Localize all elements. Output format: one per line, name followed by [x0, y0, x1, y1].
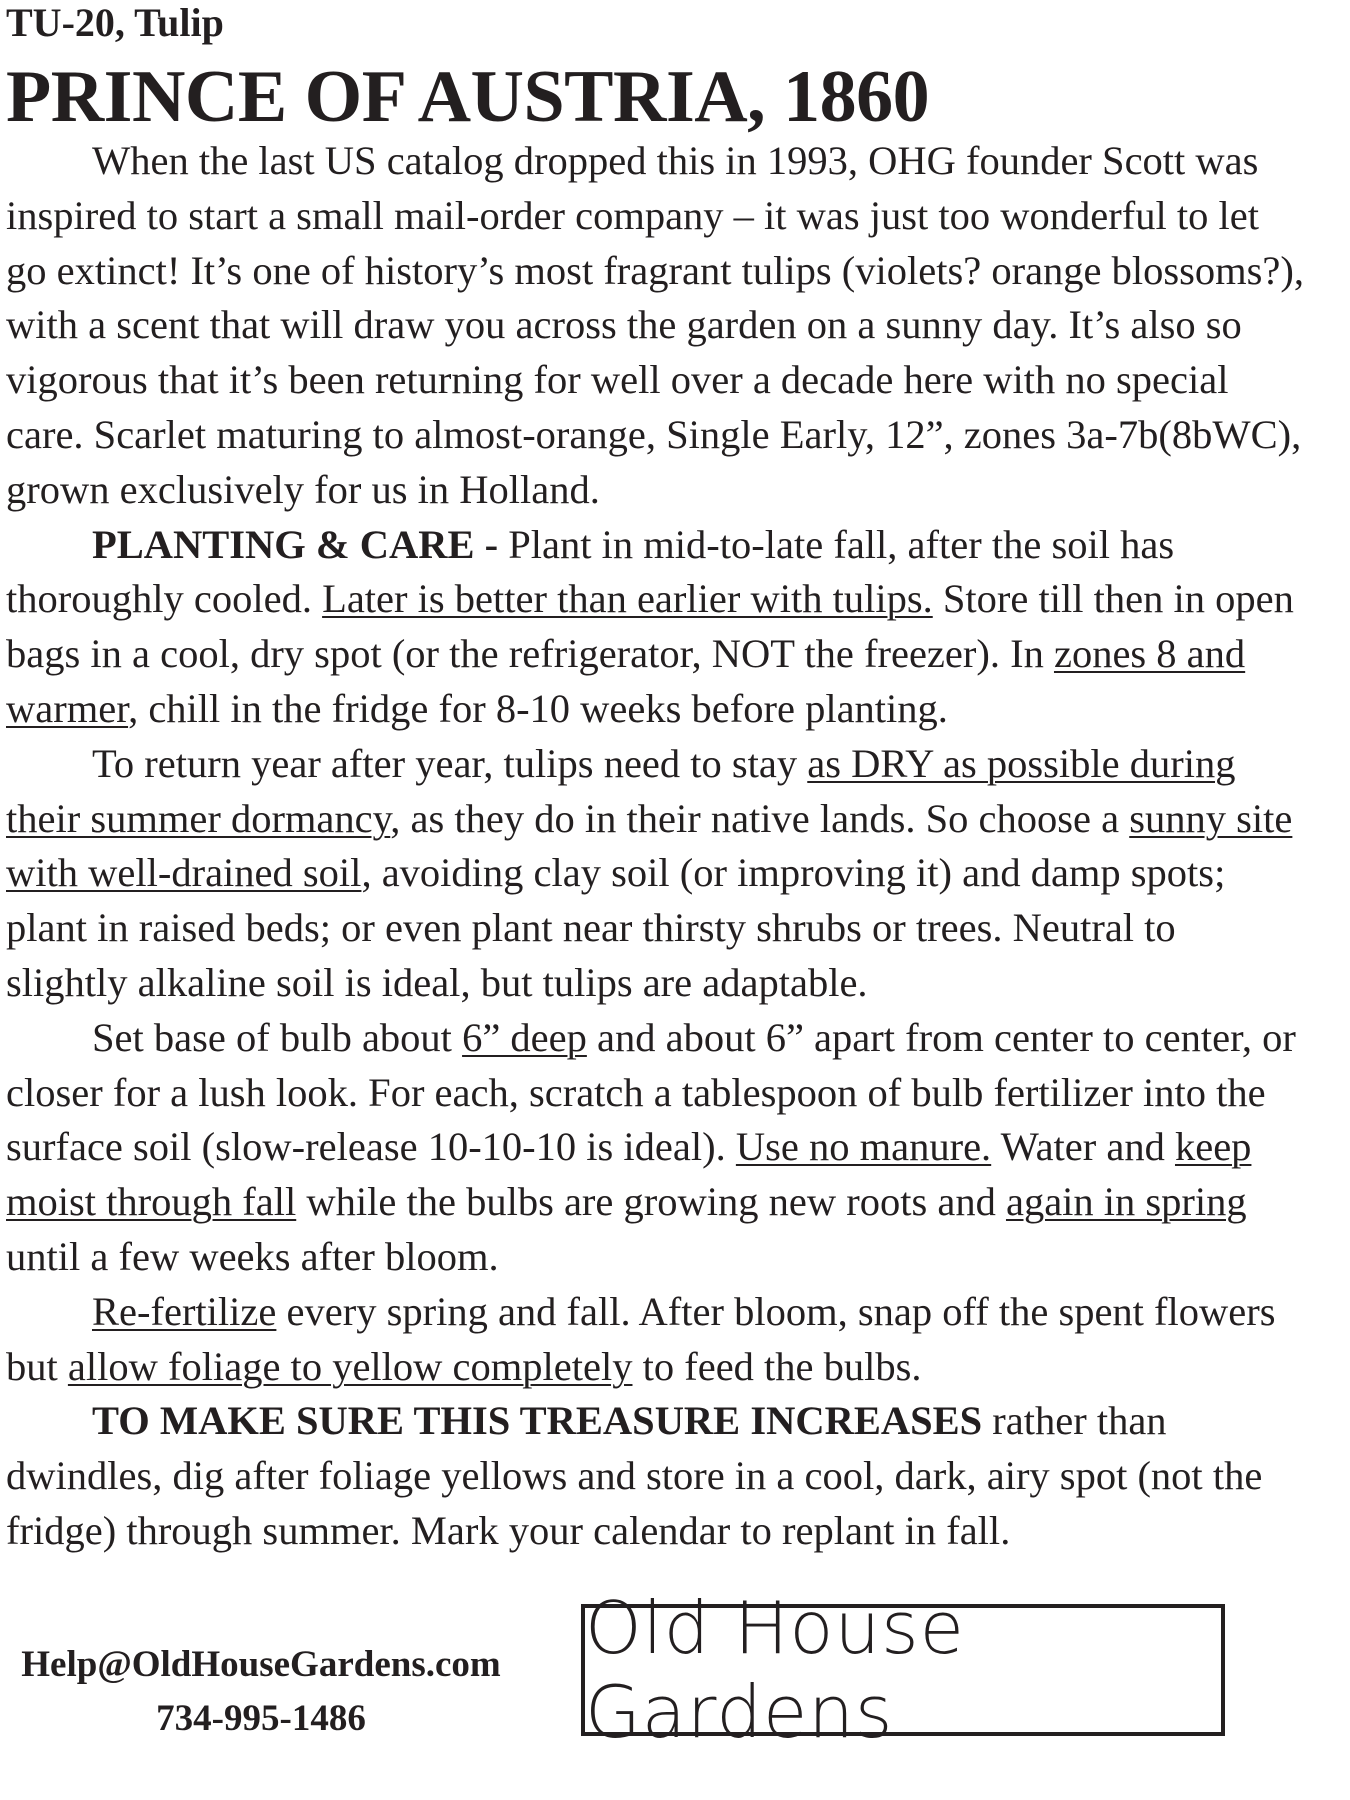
- text-run: , chill in the fridge for 8-10 weeks before planting.: [128, 685, 948, 731]
- text-run: rather than dwindles, dig after foliage yellows and store in a cool, dark, airy spot (not the fridge) through summer. Mark your calendar to replant in fall.: [6, 1398, 1263, 1553]
- emphasis-text: again in spring: [1005, 1179, 1247, 1225]
- text-run: , as they do in their native lands. So choose a: [390, 795, 1130, 841]
- emphasis-text: Later is better than earlier with tulips.: [322, 576, 933, 622]
- brand-logo: [581, 1586, 1225, 1754]
- emphasis-text: keep moist through fall: [6, 1124, 1252, 1225]
- emphasis-text: allow foliage to yellow completely: [67, 1343, 633, 1389]
- text-run: every spring and fall. After bloom, snap off the spent flowers but: [6, 1288, 1276, 1389]
- text-run: Plant in mid-to-late fall, after the soil has thoroughly cooled.: [6, 521, 1175, 622]
- contact-info: [6, 1638, 516, 1746]
- emphasis-text: Re-fertilize: [92, 1288, 277, 1334]
- emphasis-text: zones 8 and warmer: [6, 631, 1246, 731]
- text-run: to feed the bulbs.: [632, 1343, 922, 1389]
- page-title: PRINCE OF AUSTRIA, 1860: [6, 56, 930, 138]
- text-run: until a few weeks after bloom.: [6, 1233, 499, 1279]
- text-run: Store till then in open bags in a cool, dry spot (or the refrigerator, NOT the freezer). In: [6, 576, 1294, 677]
- section-heading-increase: TO MAKE SURE THIS TREASURE INCREASES: [92, 1398, 983, 1444]
- emphasis-text: 6” deep: [462, 1014, 587, 1060]
- emphasis-text: Use no manure.: [735, 1124, 992, 1170]
- paragraph-depth-spacing: [6, 1011, 1306, 1285]
- paragraph-intro: [6, 134, 1306, 518]
- paragraph-increase: [6, 1394, 1306, 1558]
- section-heading-planting-care: PLANTING & CARE -: [92, 521, 499, 567]
- body-text: [6, 134, 1306, 1559]
- text-run: Set base of bulb about: [92, 1014, 463, 1060]
- text-run: To return year after year, tulips need to stay: [92, 740, 808, 786]
- text-run: and about 6” apart from center to center, or closer for a lush look. For each, scratch a tablespoon of bulb fertilizer into the surface soil (slow-release 10-10-10 is ideal).: [6, 1014, 1296, 1170]
- contact-phone: 734-995-1486: [156, 1698, 366, 1739]
- text-run: When the last US catalog dropped this in 1993, OHG founder Scott was inspired to start a small mail-order company – it was just too wonderful to let go extinct! It’s one of history’s most fragrant tulips (violets? orange blossoms?), with a scent that will draw you across the garden on a sunny day. It’s also so vigorous that it’s been returning for well over a decade here with no special care. Scarlet maturing to almost-orange, Single Early, 12”, zones 3a-7b(8bWC), grown exclusively for us in Holland.: [6, 138, 1305, 512]
- text-run: Water and: [991, 1124, 1175, 1170]
- paragraph-refertilize: [6, 1285, 1306, 1395]
- paragraph-planting-care: [6, 518, 1306, 737]
- paragraph-dormancy: [6, 737, 1306, 1011]
- emphasis-text: as DRY as possible during their summer dormancy: [6, 740, 1236, 841]
- contact-email: Help@OldHouseGardens.com: [21, 1644, 501, 1685]
- product-code: TU-20, Tulip: [6, 0, 224, 45]
- logo-text: Old House Gardens: [585, 1586, 965, 1754]
- text-run: , avoiding clay soil (or improving it) and damp spots; plant in raised beds; or even plant near thirsty shrubs or trees. Neutral to slightly alkaline soil is ideal, but tulips are adaptable.: [6, 850, 1226, 1005]
- emphasis-text: sunny site with well-drained soil: [6, 795, 1293, 896]
- text-run: while the bulbs are growing new roots and: [296, 1179, 1006, 1225]
